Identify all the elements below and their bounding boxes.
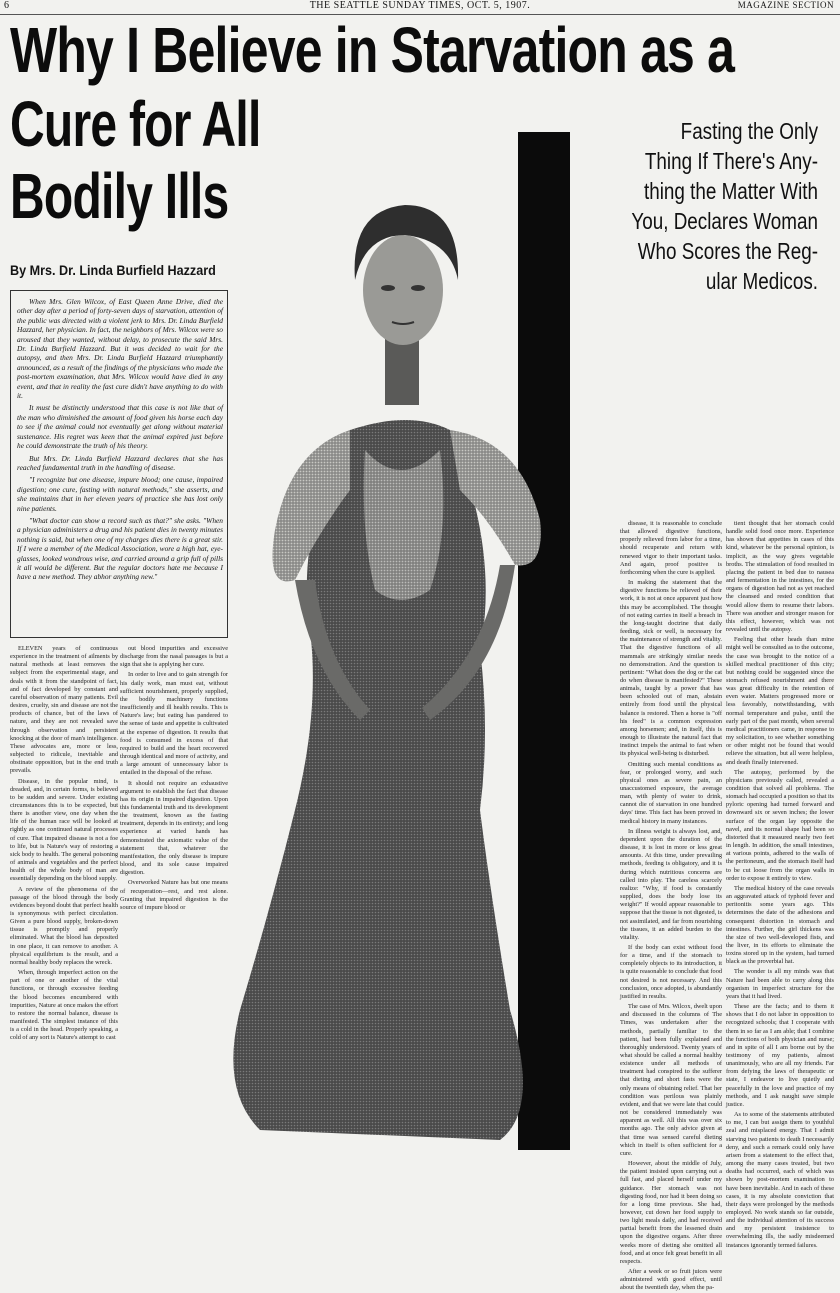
column-paragraph: These are the facts; and to them it shows that I do not labor in opposition to recognized schools; that I cooperate with them in so far as I am able; that I combine the functions of both physician and nurse; and in spite of all I am borne out by the testimony of my patients, almost unanimously, who are all my friends. Far from defying the laws of therapeutic or state, I endeavor to live quietly and peacefully in the love and practice of my methods, and I ask naught save simple justice. xyxy=(726,1003,834,1108)
article-column-1 xyxy=(10,645,118,1145)
column-paragraph: It should not require an exhaustive argument to establish the fact that disease has its origin in impaired digestion. Upon this fundamental truth and its development the treatment, known as the fasting treatment, depends in its entirety; and long experience at varied hands has demonstrated the axiomatic value of the statement that, whatever the manifestation, the only disease is impure blood, and its sole cause impaired digestion. xyxy=(120,779,228,877)
column-paragraph: A review of the phenomena of the passage of the blood through the body evidences beyond doubt that perfect health is synonymous with perfect circulation. Given a pure blood supply, broken-down tissue is promptly and properly eliminated. What the blood has deposited in one place, it can remove to another. A physical equilibrium is the result, and a normal healthy body replaces the wreck. xyxy=(10,885,118,966)
masthead-title: THE SEATTLE SUNDAY TIMES, OCT. 5, 1907. xyxy=(309,0,531,11)
article-column-3 xyxy=(620,520,722,1292)
neck xyxy=(385,335,419,405)
bodice-folds xyxy=(364,450,444,600)
page-number: 6 xyxy=(4,0,10,11)
column-paragraph: Overworked Nature has but one means of recuperation—rest, and rest alone. Granting that impaired digestion is the source of impure blood or xyxy=(120,879,228,911)
subhead-line: Thing If There's Any- xyxy=(644,148,818,174)
article-column-2 xyxy=(120,645,228,1145)
column-paragraph: As to some of the statements attributed to me, I can but assign them to youthful zeal and misplaced energy. That I admit starving two patients to death I necessarily deny, and such a remark could only have arisen from a statement to the effect that, among the many cases treated, but two deaths had occurred, each of which was shown by post-mortem examination to have been inevitable. And in each of these cases, it is my absolute conviction that their days were prolonged by the methods employed. No work stands so far outside, and the individual attention of its success and my persistent insistence to overwhelming ills, the sadly misdeemed instances ignorantly termed failures. xyxy=(726,1111,834,1249)
intro-paragraph: "I recognize but one disease, impure blood; one cause, impaired digestion; one cure, fasting with natural methods," she asserts, and she maintains that in her eleven years of practice she has lost only nine patients. xyxy=(17,475,223,513)
masthead xyxy=(0,0,840,15)
column-paragraph: However, about the middle of July, the patient insisted upon carrying out a full fast, and placed herself under my guidance. Her stomach was not digesting food, nor had it been doing so for a long time previous. She had, however, cut down her food supply to two light meals daily, and had received partial benefit from the lessened drain upon the digestive organs. After three weeks more of dieting she omitted all food, and at once felt great benefit in all respects. xyxy=(620,1160,722,1265)
face xyxy=(363,235,443,345)
subheadline xyxy=(588,116,818,296)
column-paragraph: After a week or so fruit juices were administered with good effect, until about the twentieth day, when the pa- xyxy=(620,1268,722,1292)
column-paragraph: tient thought that her stomach could handle solid food once more. Experience has shown that appetites in cases of this kind, whatever be the personal opinion, is implicit, as the way gives vegetable broths. The stimulation of food resulted in placing the patient in bed due to nausea and fermentation in the intestines, for the organs of digestion had not as yet reached the cleansed and rested condition that would allow them to resume their labors. There was another and stronger reason for this effect, however, which was not revealed until the autopsy. xyxy=(726,520,834,634)
headline-line-3: Bodily Ills xyxy=(10,160,229,232)
woman-portrait-illustration xyxy=(200,110,618,1150)
article-column-4 xyxy=(726,520,834,1249)
headline-line-1: Why I Believe in Starvation as a xyxy=(10,14,735,86)
column-paragraph: The wonder is all my minds was that Nature had been able to carry along this organism in imperfect structure for the years that it had lived. xyxy=(726,968,834,1000)
column-paragraph: In order to live and to gain strength for his daily work, man must eat, without sufficient nourishment, properly supplied, the bodily machinery functions insufficiently and ill health results. This is Nature's law; but eating has pandered to the sense of taste and appetite is cultivated at the expense of digestion. It results that food is consumed in excess of that required to build and the heart recovered through identical and more of activity, and a large amount of unnecessary labor is entailed in the disposal of the refuse. xyxy=(120,671,228,777)
intro-paragraph: When Mrs. Glen Wilcox, of East Queen Anne Drive, died the other day after a period of forty-seven days of starvation, attention of the public was directed with a violent jerk to Mrs. Dr. Linda Burfield Hazzard, her physician. In fact, the neighbors of Mrs. Wilcox were so aroused that they wanted, without delay, to prosecute the said Mrs. Dr. Linda Burfield Hazzard. But it was decided to wait for the autopsy, and then Mrs. Dr. Linda Burfield Hazzard triumphantly announced, as a result of the findings of the physicians who made the post-mortem examination, that Mrs. Wilcox would have died in any event, and that in reality the fast cure didn't have anything to do with it. xyxy=(17,297,223,401)
column-paragraph: When, through imperfect action on the part of one or another of the vital functions, or through excessive feeding the blood becomes encumbered with impurities, Nature at once makes the effort to restore the normal balance, disease is manifested. The simplest instance of this is a cold in the head. Properly speaking, a cold of any sort is Nature's attempt to cast xyxy=(10,969,118,1042)
subhead-line: Fasting the Only xyxy=(680,118,818,144)
column-paragraph: In making the statement that the digestive functions be relieved of their work, it is not at once apparent just how this may be accomplished. The thought of not eating carries in itself a breach in the long-taught doctrine that daily feeding, sick or well, is necessary for the maintenance of strength and vitality. That the digestive functions of all mammals are strikingly similar needs no demonstration. And the question is pertinent: "What does the dog or the cat do when disease is manifested?" These animals, taught by a power that has been schooled out of man, abstain entirely from food until the physical balance is restored. Then a horse is "off his feed" is a common expression among horsemen; and, in itself, this is enough to illustrate the natural fact that instinct impels the animal to fast when its physical well-being is disturbed. xyxy=(620,579,722,758)
column-paragraph: Omitting such mental conditions as fear, or prolonged worry, and such physical ones as severe pain, an unaccustomed exposure, the average man, with plenty of water to drink, cannot die of starvation in one hundred days' time. This fact has been proved in medical history in many instances. xyxy=(620,760,722,825)
column-paragraph: The medical history of the case reveals an aggravated attack of typhoid fever and peritonitis some years ago. This determines the date of the adhesions and consequent distortion in stomach and intestines. Further, the girl thickens was the size of two well-developed fists, and the liver, in its efforts to eliminate the toxins stored up in the system, had turned black as the proverbial hat. xyxy=(726,884,834,966)
intro-box xyxy=(10,290,228,638)
column-paragraph: Feeling that other heads than mine might well be consulted as to the outcome, the case was brought to the notice of a skilled medical practitioner of this city; but nothing could be suggested since the stomach refused nourishment and there was great difficulty in the retention of even water. Matters progressed more or less favorably, notwithstanding, with normal temperature and pulse, until the early part of the past month, when several medical practitioners came, in response to my solicitation, to see whether something or other might not be found that would relieve the situation, but all were helpless, and death finally intervened. xyxy=(726,636,834,766)
column-paragraph: In illness weight is always lost, and, dependent upon the duration of the disease, it is lost in more or less great amounts. At this time, under prevailing methods, feeding is obligatory, and it is during which nutritious concerns are called into play. The careless scarcely realize: "Why, if food is constantly supplied, does the body lose its weight?" If would appear reasonable to suppose that the tissue is not digested, is not assimilated, and far from nourishing the tissues, it an added burden to the vitality. xyxy=(620,827,722,941)
subhead-line: thing the Matter With xyxy=(643,178,818,204)
intro-paragraph: "What doctor can show a record such as that?" she asks. "When a physician administers a drug and his patient dies in twenty minutes nothing is said, but when one of my charges dies there is a great stir. If I were a member of the Medical Association, wore a high hat, eye-glasses, looked wondrous wise, and carried around a grip full of pills it all would be different. But the regular doctors hate me because I have a new method. They abhor anything new." xyxy=(17,515,223,582)
masthead-section: MAGAZINE SECTION xyxy=(737,0,834,10)
intro-paragraph: It must be distinctly understood that this case is not like that of the man who diminished the amount of food given his horse each day to see if the animal could not eventually get along without material sustenance. His regret was keen that the animal expired just before he could demonstrate the truth of his theory. xyxy=(17,403,223,451)
column-paragraph: The case of Mrs. Wilcox, dwelt upon and discussed in the columns of The Times, was undertaken after the methods, partially familiar to the patient, had been fully explained and thoroughly understood. Twenty years of what should be called a normal healthy existence under all methods of treatment had conspired to the sufferer that dieting and short fasts were the only means of obtaining relief. That her condition was perilous was plainly evident, and that we were late that could not be considered immediately was apparent as well. All this was over six months ago. The only advice given at that time was sensed careful dieting which in itself is often sufficient for a cure. xyxy=(620,1003,722,1157)
headline-line-2: Cure for All xyxy=(10,88,261,160)
left-eye xyxy=(381,285,395,291)
column-paragraph: out blood impurities and excessive discharge from the nasal passages is but a sign that she is applying her cure. xyxy=(120,645,228,669)
subhead-line: You, Declares Woman xyxy=(631,208,818,234)
subhead-line: ular Medicos. xyxy=(705,268,818,294)
subhead-line: Who Scores the Reg- xyxy=(637,238,818,264)
byline: By Mrs. Dr. Linda Burfield Hazzard xyxy=(10,262,216,278)
column-paragraph: Disease, in the popular mind, is dreaded, and, in certain forms, is believed to be sudden and severe. Under existing circumstances this is to be expected, but there is another view, one day when the life of the human race will be looked at rightly as one continued natural processes of cure. That impaired disease is not a foe to life, but is Nature's way of restoring a sick body to health. The general poisoning of animals and vegetables and the perfect health of the whole body of man are essentially depending on the blood supply. xyxy=(10,777,118,883)
column-paragraph: disease, it is reasonable to conclude that allowed digestive functions, properly relieved from labor for a time, should recuperate and return with renewed vigor to their important tasks. And again, proof positive is forthcoming when the cure is applied. xyxy=(620,520,722,576)
column-paragraph: The autopsy, performed by the physicians previously called, revealed a condition that solved all problems. The stomach had occupied a position so that its pyloric opening had turned forward and downward six or seven inches; the lower surface of the organ lay opposite the navel, and its normal shape had been so distorted that it measured nearly two feet in length. In addition, the small intestines, at various points, adhered to the walls of the peritoneum, and the stomach itself had to be cut loose from the organ walls in order to expose it entirely to view. xyxy=(726,768,834,882)
column-paragraph: ELEVEN years of continuous experience in the treatment of ailments by natural methods at least removes the subject from the experimental stage, and deals with it from the standpoint of fact, and of fact developed by constant and careful observation of many patients. Evil desires, cruelty, sin and disease are not the products of chance, but of the laws of nature, and they are not revealed save through observation and persistent knocking at the door of man's intelligence. These advocates are, more or less, subjected to ridicule, inevitable and obstinate opposition, but in the end truth prevails. xyxy=(10,645,118,775)
intro-paragraph: But Mrs. Dr. Linda Burfield Hazzard declares that she has reached fundamental truth in the handling of disease. xyxy=(17,453,223,472)
column-paragraph: If the body can exist without food for a time, and if the stomach to completely objects to its introduction, it is quite reasonable to conclude that food not desired is not necessary. And this conclusion, once adopted, is abundantly justified in results. xyxy=(620,943,722,1000)
right-eye xyxy=(411,285,425,291)
